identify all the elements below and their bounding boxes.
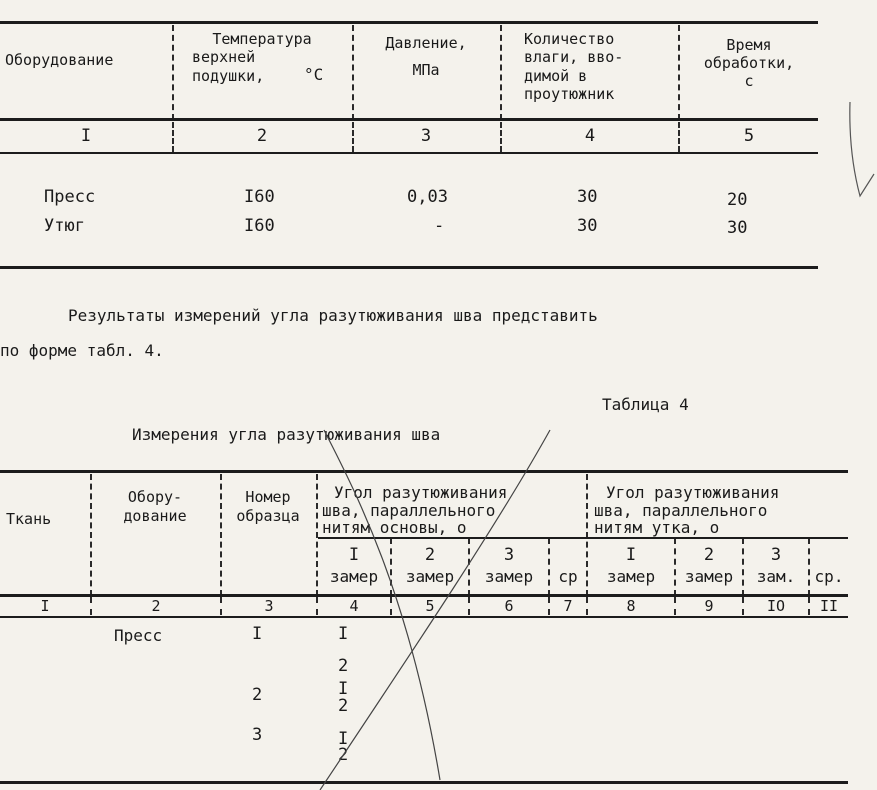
table4-header-weft-line1: Угол разутюживания bbox=[606, 483, 780, 502]
paragraph-line1: Результаты измерений угла разутюживания шва представить bbox=[68, 306, 598, 325]
table3-row1-temperature: I60 bbox=[244, 187, 275, 207]
table4-sub-warp-2-num: 2 bbox=[424, 545, 436, 565]
table3-row1-time: 20 bbox=[727, 190, 748, 210]
table3-col-divider-3 bbox=[500, 25, 502, 120]
table4-colnum-11: II bbox=[819, 597, 839, 615]
table4-body-sample-3: 3 bbox=[252, 725, 263, 745]
table3-header-temperature-line1: Температура bbox=[212, 30, 312, 48]
table4-sub-warp-avg: ср bbox=[558, 567, 578, 586]
table3-header-moisture-line4: проутюжник bbox=[524, 85, 615, 103]
table4-header-equipment-line2: дование bbox=[123, 507, 187, 525]
table3-row1-pressure: 0,03 bbox=[407, 187, 448, 207]
table4-colnum-10: IO bbox=[766, 597, 786, 615]
table4-col-divider-9 bbox=[742, 538, 744, 596]
table4-sub-weft-avg: ср. bbox=[814, 567, 844, 586]
table4-colnum-4: 4 bbox=[349, 597, 359, 615]
table4-sub-warp-1-num: I bbox=[348, 545, 360, 565]
table4-header-fabric: Ткань bbox=[6, 510, 52, 528]
table3-header-temperature-line3: подушки, bbox=[192, 67, 265, 85]
paragraph-line2: по форме табл. 4. bbox=[0, 341, 164, 360]
pencil-cross-mark bbox=[300, 420, 560, 790]
table4-colnum-6: 6 bbox=[504, 597, 514, 615]
table3-header-moisture-line3: димой в bbox=[524, 67, 588, 85]
table4-sub-weft-1-num: I bbox=[625, 545, 637, 565]
table3-top-rule bbox=[0, 21, 818, 24]
table4-colnum-7: 7 bbox=[563, 597, 573, 615]
table3-bottom-rule bbox=[0, 266, 818, 269]
table3-row2-moisture: 30 bbox=[577, 216, 598, 236]
table4-colnum-5: 5 bbox=[425, 597, 435, 615]
table4-header-warp-line1: Угол разутюживания bbox=[334, 483, 508, 502]
table3-colnum-rule bbox=[0, 152, 818, 154]
table3-header-temperature-line2: верхней bbox=[192, 48, 256, 66]
table3-colnum-4: 4 bbox=[584, 126, 596, 146]
table4-sub-warp-3-num: 3 bbox=[503, 545, 515, 565]
table4-sub-warp-1-label: замер bbox=[329, 567, 379, 586]
table3-row2-time: 30 bbox=[727, 218, 748, 238]
table4-sub-weft-1-label: замер bbox=[606, 567, 656, 586]
table4-colnum-9: 9 bbox=[704, 597, 714, 615]
table4-col-divider-10 bbox=[808, 538, 810, 596]
table3-header-moisture-line1: Количество bbox=[524, 30, 615, 48]
table4-header-warp-line2: шва, параллельного bbox=[322, 501, 496, 520]
table4-label: Таблица 4 bbox=[602, 395, 689, 414]
table3-row2-pressure: - bbox=[434, 216, 445, 236]
table4-body-measure-1: I bbox=[338, 624, 349, 644]
table4-body-sample-1: I bbox=[252, 624, 263, 644]
table3-colnum-1: I bbox=[80, 126, 92, 146]
table4-header-warp-line3: нитям основы, о bbox=[322, 518, 467, 537]
table4-sub-weft-3-label: зам. bbox=[756, 567, 796, 586]
table3-header-temperature-unit: °С bbox=[304, 65, 324, 84]
table4-colnum-8: 8 bbox=[626, 597, 636, 615]
table4-body-sample-2: 2 bbox=[252, 685, 263, 705]
table4-header-sample-line2: образца bbox=[236, 507, 300, 525]
table3-row1-moisture: 30 bbox=[577, 187, 598, 207]
table3-header-equipment: Оборудование bbox=[5, 51, 114, 69]
table4-sub-warp-2-label: замер bbox=[405, 567, 455, 586]
table3-header-time-line3: с bbox=[744, 72, 754, 90]
table4-title: Измерения угла разутюживания шва bbox=[132, 425, 441, 444]
table4-header-weft-line2: шва, параллельного bbox=[594, 501, 768, 520]
table4-body-measure-3: I bbox=[338, 679, 349, 699]
table3-header-rule bbox=[0, 118, 818, 121]
pencil-check-mark bbox=[836, 96, 877, 206]
table4-header-equipment-line1: Обору- bbox=[127, 488, 183, 506]
table4-header-sample-line1: Номер bbox=[245, 488, 291, 506]
table3-colnum-2: 2 bbox=[256, 126, 268, 146]
table3-colnum-3: 3 bbox=[420, 126, 432, 146]
table4-body-equipment: Пресс bbox=[114, 626, 163, 645]
table4-colnum-3: 3 bbox=[264, 597, 274, 615]
table4-sub-warp-3-label: замер bbox=[484, 567, 534, 586]
table4-sub-weft-3-num: 3 bbox=[770, 545, 782, 565]
table4-body-measure-6: 2 bbox=[338, 745, 349, 765]
table3-header-pressure-line1: Давление, bbox=[385, 34, 467, 52]
table4-body-measure-2: 2 bbox=[338, 656, 349, 676]
table3-row2-temperature: I60 bbox=[244, 216, 275, 236]
table4-body-measure-4: 2 bbox=[338, 696, 349, 716]
table3-colnum-5: 5 bbox=[743, 126, 755, 146]
table4-header-weft-line3: нитям утка, о bbox=[594, 518, 720, 537]
table4-colnum-2: 2 bbox=[151, 597, 161, 615]
table4-colnum-1: I bbox=[40, 597, 50, 615]
table3-header-pressure-line2: МПа bbox=[412, 61, 440, 79]
table4-sub-weft-2-label: замер bbox=[684, 567, 734, 586]
table3-row1-equipment: Пресс bbox=[44, 187, 96, 207]
table4-sub-weft-2-num: 2 bbox=[703, 545, 715, 565]
table4-body-measure-5: I bbox=[338, 729, 349, 749]
table3-header-time-line1: Время bbox=[726, 36, 772, 54]
table3-header-time-line2: обработки, bbox=[703, 54, 795, 72]
table4-col-divider-8 bbox=[674, 538, 676, 596]
table3-row2-equipment: Утюг bbox=[44, 216, 85, 236]
table3-header-moisture-line2: влаги, вво- bbox=[524, 48, 624, 66]
